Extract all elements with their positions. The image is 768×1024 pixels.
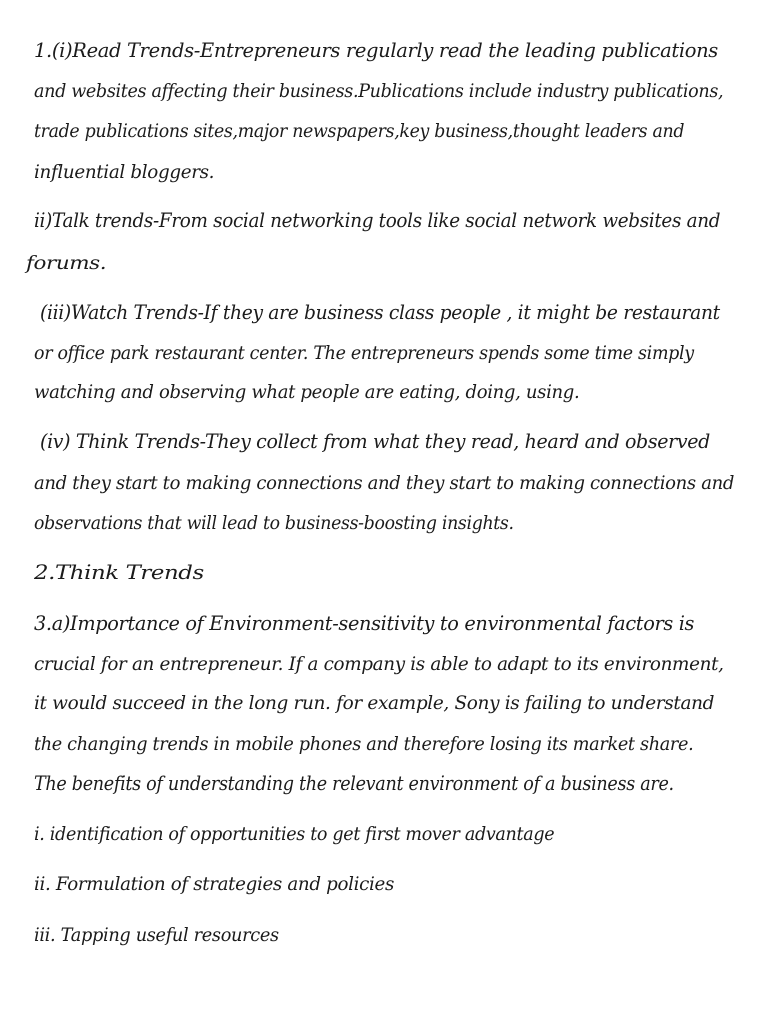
text-line: ii)Talk trends-From social networking tools like social network websites and: [34, 208, 721, 232]
text-line: crucial for an entrepreneur. If a company is able to adapt to its environment,: [34, 653, 724, 675]
section-heading: 2.Think Trends: [34, 560, 204, 584]
text-line: the changing trends in mobile phones and therefore losing its market share.: [34, 733, 694, 755]
text-line: 1.(i)Read Trends-Entrepreneurs regularly read the leading publications: [34, 38, 718, 62]
list-item: ii. Formulation of strategies and policies: [34, 873, 394, 895]
text-line: (iv) Think Trends-They collect from what they read, heard and observed: [40, 429, 710, 453]
text-line: observations that will lead to business-boosting insights.: [34, 512, 514, 534]
list-item: i. identification of opportunities to get first mover advantage: [34, 823, 555, 845]
text-line: watching and observing what people are eating, doing, using.: [34, 381, 580, 403]
text-line: and websites affecting their business.Publications include industry publications,: [34, 80, 724, 102]
text-line: and they start to making connections and they start to making connections and: [34, 472, 735, 494]
text-line: The benefits of understanding the relevant environment of a business are.: [34, 771, 674, 795]
list-item: iii. Tapping useful resources: [34, 924, 279, 946]
text-line: it would succeed in the long run. for example, Sony is failing to understand: [34, 692, 715, 714]
text-line: influential bloggers.: [34, 161, 215, 183]
text-line: (iii)Watch Trends-If they are business class people , it might be restaurant: [40, 300, 720, 324]
text-line: trade publications sites,major newspapers,key business,thought leaders and: [34, 120, 685, 142]
text-line: forums.: [26, 252, 107, 274]
text-line: or office park restaurant center. The entrepreneurs spends some time simply: [34, 342, 694, 364]
text-line: 3.a)Importance of Environment-sensitivity to environmental factors is: [34, 611, 695, 635]
